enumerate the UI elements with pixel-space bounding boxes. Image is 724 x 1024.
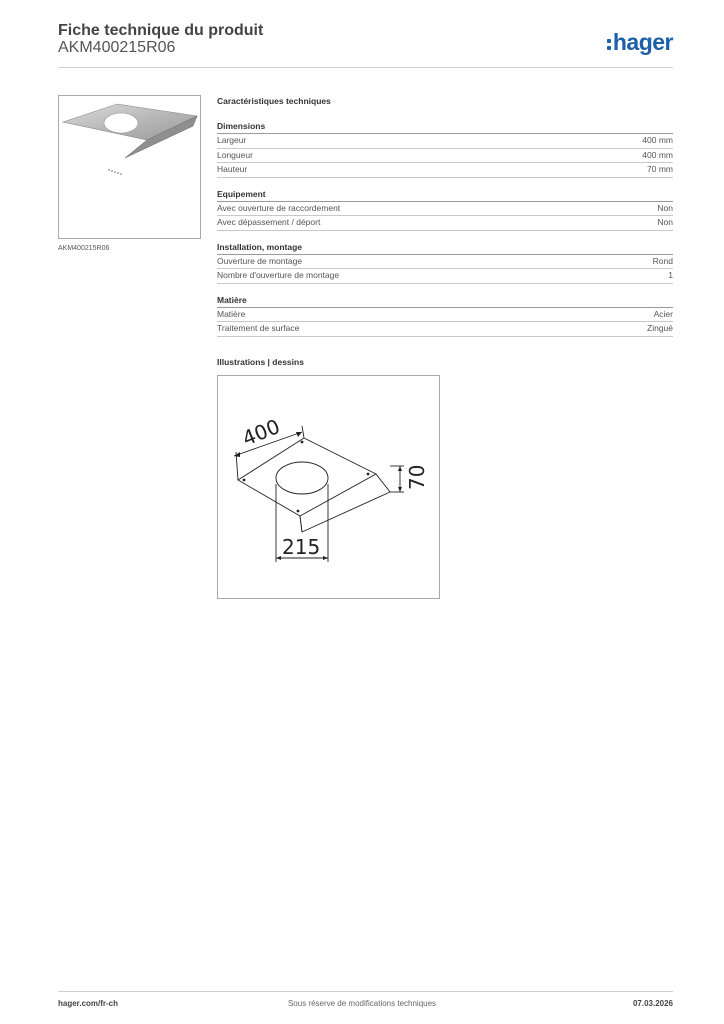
technical-specs [217,96,673,348]
spec-group-dimensions [217,121,673,178]
product-photo [59,96,200,238]
spec-value: 1 [668,270,673,280]
technical-drawing [217,375,440,599]
footer-notice: Sous réserve de modifications techniques [287,999,437,1008]
spec-row-largeur [217,134,673,149]
page-title: Fiche technique du produit [58,22,264,39]
spec-group-matiere [217,295,673,337]
spec-value: Zingué [647,323,673,333]
spec-value: Acier [653,308,673,319]
spec-label: Avec ouverture de raccordement [217,202,341,213]
spec-row-longueur [217,149,673,164]
spec-row-hauteur [217,163,673,178]
spec-group-title: Equipement [217,189,673,202]
spec-value: 400 mm [642,135,673,145]
illustrations-title: Illustrations | dessins [217,357,304,367]
logo-text: hager [612,28,673,55]
spec-row-traitement-surface [217,322,673,337]
spec-label: Ouverture de montage [217,255,303,266]
logo-dots-icon [607,39,611,50]
dim-hole-label: 215 [282,535,321,559]
hager-logo [607,27,673,57]
product-reference: AKM400215R06 [58,39,176,56]
spec-label: Nombre d'ouverture de montage [217,270,340,280]
specs-title: Caractéristiques techniques [217,96,331,106]
footer-divider [58,991,673,992]
spec-label: Hauteur [217,164,248,174]
dimension-drawing [218,376,439,598]
dim-width-label: 400 [238,414,284,451]
spec-group-title: Matière [217,295,673,308]
spec-label: Longueur [217,149,253,160]
spec-group-equipement [217,189,673,231]
footer-website-link[interactable]: hager.com/fr-ch [58,999,119,1008]
spec-label: Traitement de surface [217,323,300,333]
spec-group-title: Installation, montage [217,242,673,255]
spec-row-nombre-ouverture [217,269,673,284]
spec-label: Matière [217,308,246,319]
spec-label: Largeur [217,135,247,145]
product-image [58,95,201,239]
product-image-caption: AKM400215R06 [58,245,110,252]
dim-height-label: 70 [405,464,429,490]
spec-value: 70 mm [647,164,673,174]
spec-group-title: Dimensions [217,121,673,134]
spec-value: Non [657,202,673,213]
spec-row-ouverture-montage [217,255,673,270]
spec-row-matiere [217,308,673,323]
spec-value: Non [657,217,673,227]
spec-group-installation [217,242,673,284]
spec-row-ouverture-raccordement [217,202,673,217]
spec-value: Rond [652,255,673,266]
spec-label: Avec dépassement / déport [217,217,321,227]
header-divider [58,67,673,68]
spec-value: 400 mm [642,149,673,160]
spec-row-depassement [217,216,673,231]
footer-date: 07.03.2026 [632,999,673,1008]
